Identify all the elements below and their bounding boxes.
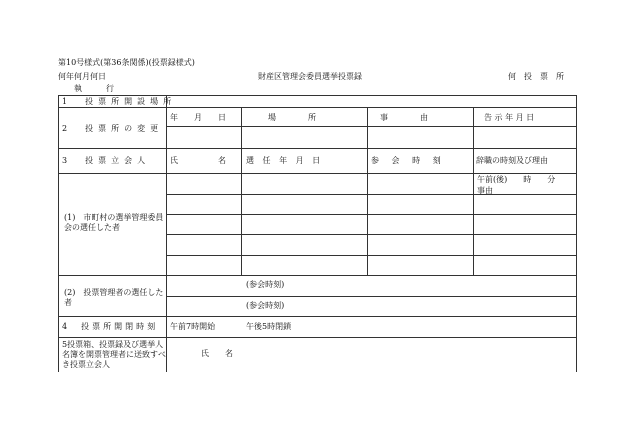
close-time: 午後5時閉鎖: [246, 322, 292, 331]
venue-label: 1 投票所開設場所: [62, 97, 177, 106]
record-title: 財産区管理会委員選挙投票録: [258, 72, 362, 81]
table-line: [58, 337, 576, 338]
change-reason-header: 事 由: [380, 113, 428, 122]
table-line: [166, 126, 576, 127]
table-line: [166, 296, 576, 297]
table-line: [166, 234, 576, 235]
table-line: [58, 107, 576, 108]
manager-appointed-label: (2) 投票管理者の選任した者: [64, 288, 164, 307]
witness-name-header: 氏 名: [170, 156, 226, 165]
table-line: [166, 95, 167, 372]
station-name: 何 投 票 所: [508, 72, 564, 81]
resign-header: 辞職の時刻及び理由: [476, 156, 548, 165]
open-time: 午前7時開始: [170, 322, 216, 331]
table-line: [58, 148, 576, 149]
table-line: [58, 275, 576, 276]
table-line: [241, 107, 242, 275]
resign-reason: 事由: [477, 186, 493, 195]
venue-change-label: 2 投票所の変更: [62, 124, 164, 133]
table-line: [166, 255, 576, 256]
open-close-label: 4 投票所開閉時刻: [62, 322, 159, 331]
table-line: [58, 316, 576, 317]
executed-label: 執 行: [74, 84, 114, 93]
form-title: 第10号様式(第36条関係)(投票録様式): [58, 58, 195, 67]
change-place-header: 場 所: [268, 113, 316, 122]
attend-time-2: (参会時刻): [246, 301, 285, 310]
table-line: [58, 173, 576, 174]
table-line: [166, 194, 576, 195]
change-date-header: 年 月 日: [170, 113, 226, 122]
notice-date-header: 告 示 年 月 日: [484, 113, 535, 122]
resign-time: 午前(後) 時 分: [477, 175, 556, 184]
date-text: 何年何月何日: [58, 72, 106, 81]
attend-time-header: 参 会 時 刻: [371, 156, 446, 165]
attend-time-1: (参会時刻): [246, 280, 285, 289]
delivery-witness-label: 5投票箱、投票録及び選挙人名簿を開票管理者に送致すべき投票立会人: [62, 340, 166, 369]
table-border-left: [58, 95, 59, 372]
table-border-right: [576, 95, 577, 372]
delivery-name-label: 氏 名: [201, 349, 233, 358]
table-line: [473, 107, 474, 275]
table-line: [166, 214, 576, 215]
table-line: [367, 107, 368, 275]
table-border-top: [58, 95, 576, 96]
witness-label: 3 投票立会人: [62, 156, 151, 165]
appointed-date-header: 選 任 年 月 日: [246, 156, 324, 165]
committee-appointed-label: (1) 市町村の選挙管理委員会の選任した者: [64, 213, 164, 232]
